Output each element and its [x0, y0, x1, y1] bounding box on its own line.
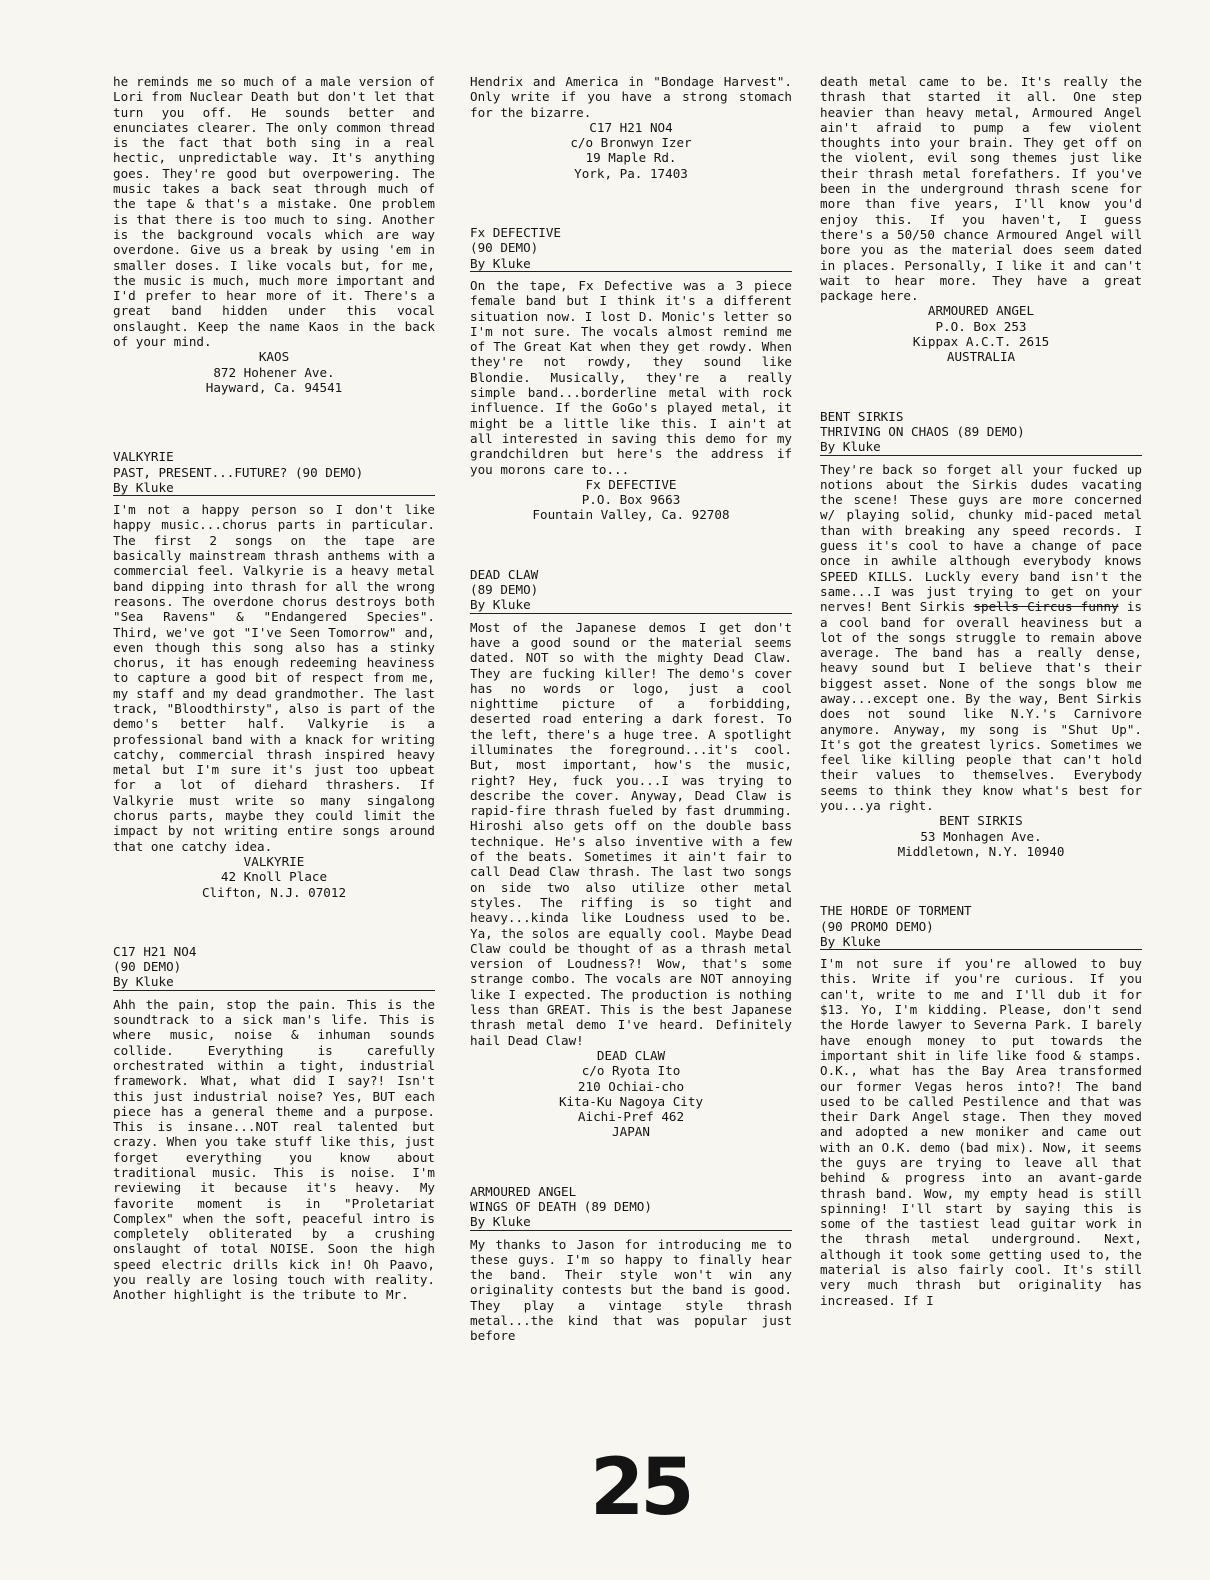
- review-heading: [113, 944, 435, 991]
- address-line: Fx DEFECTIVE: [585, 476, 677, 492]
- reviewer-byline: By Kluke: [470, 597, 531, 613]
- review-heading: [470, 567, 792, 614]
- address-line: 19 Maple Rd.: [585, 150, 677, 166]
- review-paragraph: Ahh the pain, stop the pain. This is the soundtrack to a sick man's life. This is where music, noise & inhuman sounds collide. Everything is carefully orchestrated within a tight, industrial framework. What, what did I say?! Isn't this just industrial noise? Yes, BUT each piece has a general theme and a purpose. This is insane...NOT real talented but crazy. When you take stuff like this, just forget everything you know about traditional music. This is noise. I'm reviewing it because it's heavy. My favorite moment is in "Proletariat Complex" when the soft, peaceful intro is completely obliterated by a crushing onslaught of total NOISE. Soon the high speed electric drills kick in! Oh Paavo, you really are losing touch with reality. Another highlight is the tribute to Mr.: [113, 996, 435, 1303]
- review-heading: [820, 903, 1142, 950]
- heading-rule: [470, 271, 792, 272]
- reviewer-byline: By Kluke: [470, 1214, 531, 1230]
- band-address: [470, 477, 792, 523]
- address-line: Clifton, N.J. 07012: [201, 884, 347, 900]
- heading-rule: [470, 1230, 792, 1231]
- reviewer-byline: By Kluke: [820, 933, 881, 949]
- review-heading: [470, 1184, 792, 1231]
- address-line: KAOS: [258, 349, 290, 365]
- review-valkyrie: [113, 449, 435, 900]
- struck-out-text: spells Circus funny: [973, 599, 1119, 615]
- page-number: 25: [590, 1443, 691, 1533]
- address-line: Kippax A.C.T. 2615: [912, 334, 1050, 350]
- band-name: THE HORDE OF TORMENT: [820, 903, 972, 919]
- band-name: C17 H21 NO4: [113, 943, 197, 959]
- column-3: [820, 74, 1142, 1308]
- address-line: Hayward, Ca. 94541: [205, 379, 343, 395]
- column-2: [470, 74, 792, 1344]
- heading-rule: [470, 613, 792, 614]
- review-kaos-continued: [113, 74, 435, 395]
- heading-rule: [820, 949, 1142, 950]
- address-line: P.O. Box 9663: [581, 492, 681, 508]
- release-title: PAST, PRESENT...FUTURE? (90 DEMO): [113, 464, 364, 480]
- reviewer-byline: By Kluke: [820, 439, 881, 455]
- band-address: [470, 120, 792, 181]
- review-text: They're back so forget all your fucked up notions about the Sirkis dudes vacating the scene! These guys are more concerned w/ playing solid, chunky mid-paced metal than with breaking any speed records. I guess it's cool to have a change of pace once in awhile although everybody knows SPEED KILLS. Luckly every band isn't the same...I was just trying to get on your nerves! Bent Sirkis: [820, 461, 1142, 615]
- heading-rule: [820, 455, 1142, 456]
- release-title: (90 DEMO): [470, 240, 539, 256]
- review-paragraph: he reminds me so much of a male version of Lori from Nuclear Death but don't let that turn you off. He sounds better and enunciates clearer. The only common thread is the fact that both sing in a real hectic, unpredictable way. It's anything goes. They're good but overpowering. The music takes a back seat through much of the tape & that's a mistake. One problem is that there is too much to sing. Another is the background vocals which are way overdone. Give us a break by using 'em in smaller doses. I like vocals but, for me, the music is much, much more important and I'd prefer to hear more of it. There's a great band hidden under this vocal onslaught. Keep the name Kaos in the back of your mind.: [113, 74, 435, 350]
- review-paragraph: [820, 462, 1142, 814]
- heading-rule: [113, 495, 435, 496]
- release-title: THRIVING ON CHAOS (89 DEMO): [820, 423, 1025, 439]
- address-line: JAPAN: [612, 1124, 650, 1140]
- address-line: c/o Ryota Ito: [581, 1063, 681, 1079]
- reviewer-byline: By Kluke: [113, 479, 174, 495]
- review-heading: [113, 449, 435, 496]
- review-dead-claw: [470, 567, 792, 1140]
- address-line: P.O. Box 253: [935, 318, 1027, 334]
- release-title: (90 PROMO DEMO): [820, 918, 934, 934]
- address-line: Middletown, N.Y. 10940: [897, 843, 1065, 859]
- review-fx-defective: [470, 225, 792, 523]
- band-address: [820, 303, 1142, 364]
- address-line: York, Pa. 17403: [574, 165, 688, 181]
- address-line: Fountain Valley, Ca. 92708: [532, 507, 730, 523]
- address-line: Kita-Ku Nagoya City: [558, 1093, 704, 1109]
- release-title: (89 DEMO): [470, 582, 539, 598]
- review-paragraph: My thanks to Jason for introducing me to these guys. I'm so happy to finally hear the band. Their style won't win any originality contests but the band is good. They play a vintage style thrash metal...the kind that was popular just before: [470, 1236, 792, 1344]
- band-address: [470, 1048, 792, 1140]
- band-name: Fx DEFECTIVE: [470, 225, 561, 241]
- band-address: [113, 854, 435, 900]
- review-c17h21no4-continued: [470, 74, 792, 181]
- address-line: 872 Hohener Ave.: [213, 364, 335, 380]
- address-line: BENT SIRKIS: [939, 813, 1023, 829]
- address-line: ARMOURED ANGEL: [927, 303, 1035, 319]
- review-text: is a cool band for overall heaviness but a lot of the songs struggle to remain above average. The band has a really dense, heavy sound but I believe that's their biggest asset. None of the songs blow me away...except one. By the way, Bent Sirkis does not sound like N.Y.'s Carnivore anymore. Anyway, my song is "Shut Up". It's got the greatest lyrics. Sometimes we feel like killing people that can't hold their values to themselves. Everybody seems to think they know what's best for you...ya right.: [820, 599, 1143, 814]
- address-line: Aichi-Pref 462: [577, 1109, 685, 1125]
- address-line: 53 Monhagen Ave.: [920, 828, 1042, 844]
- address-line: 210 Ochiai-cho: [577, 1078, 685, 1094]
- address-line: DEAD CLAW: [596, 1047, 666, 1063]
- review-paragraph: On the tape, Fx Defective was a 3 piece female band but I think it's a different situation now. I lost D. Monic's letter so I'm not sure. The vocals almost remind me of The Great Kat when they get rowdy. When they're not rowdy, they sound like Blondie. Musically, they're a really simple band...borderline metal with rock influence. If the GoGo's played metal, it might be a little like this. I ain't at all interested in saving this demo for my grandchildren but here's the address if you morons care to...: [470, 277, 792, 477]
- review-paragraph: Most of the Japanese demos I get don't have a good sound or the material seems dated. NOT so with the mighty Dead Claw. They are fucking killer! The demo's cover has no words or logo, just a cool nighttime picture of a forbidding, deserted road entering a dark forest. To the left, there's a huge tree. A spotlight illuminates the foreground...it's cool. But, most important, how's the music, right? Hey, fuck you...I was trying to describe the cover. Anyway, Dead Claw is rapid-fire thrash fueled by fast drumming. Hiroshi also gets off on the double bass technique. He's also inventive with a few of the beats. Sometimes it ain't fair to call Dead Claw thrash. The last two songs on side two also utilize other metal styles. The riffing is so tight and heavy...kinda like Loudness used to be. Ya, the solos are equally cool. Maybe Dead Claw could be thought of as a thrash metal version of Loudness?! Wow, that's some strange combo. The vocals are NOT annoying like I expected. The production is nothing less than GREAT. This is the best Japanese thrash metal demo I've heard. Definitely hail Dead Claw!: [470, 619, 792, 1048]
- review-c17h21no4: [113, 944, 435, 1303]
- review-paragraph: I'm not a happy person so I don't like happy music...chorus parts in particular. The first 2 songs on the tape are basically mainstream thrash anthems with a commercial feel. Valkyrie is a heavy metal band dipping into thrash for all the wrong reasons. The overdone chorus destroys both "Sea Ravens" & "Endangered Species". Third, we've got "I've Seen Tomorrow" and, even though this song also has a stinky chorus, it has enough redeeming heaviness to capture a good bit of respect from me, my staff and my dead grandmother. The last track, "Bloodthirsty", also is part of the demo's better half. Valkyrie is a professional band with a knack for writing catchy, commercial thrash inspired heavy metal but I'm sure it's just too upbeat for a lot of diehard thrashers. If Valkyrie must write so many singalong chorus parts, maybe they could limit the impact by not writing entire songs around that one catchy idea.: [113, 502, 435, 854]
- review-heading: [820, 409, 1142, 456]
- address-line: 42 Knoll Place: [220, 869, 328, 885]
- review-heading: [470, 225, 792, 272]
- heading-rule: [113, 990, 435, 991]
- review-armoured-angel-continued: [820, 74, 1142, 365]
- reviewer-byline: By Kluke: [113, 974, 174, 990]
- band-name: DEAD CLAW: [470, 566, 539, 582]
- address-line: c/o Bronwyn Izer: [570, 135, 692, 151]
- release-title: (90 DEMO): [113, 959, 182, 975]
- address-line: C17 H21 NO4: [589, 119, 673, 135]
- band-name: VALKYRIE: [113, 449, 174, 465]
- release-title: WINGS OF DEATH (89 DEMO): [470, 1199, 652, 1214]
- band-name: BENT SIRKIS: [820, 408, 904, 424]
- review-paragraph: Hendrix and America in "Bondage Harvest". Only write if you have a strong stomach for the bizarre.: [470, 74, 792, 120]
- review-horde-of-torment: [820, 903, 1142, 1308]
- review-paragraph: death metal came to be. It's really the thrash that started it all. One step heavier than heavy metal, Armoured Angel ain't afraid to pump a few violent thoughts into your brain. They get off on the violent, evil song themes just like their thrash metal forefathers. If you've been in the underground thrash scene for more than five years, I'll know you'd enjoy this. If you haven't, I guess there's a 50/50 chance Armoured Angel will bore you as the material does seem dated in places. Personally, I like it and can't wait to hear more. They have a great package here.: [820, 74, 1142, 304]
- reviewer-byline: By Kluke: [470, 255, 531, 271]
- address-line: VALKYRIE: [243, 853, 305, 869]
- review-paragraph: I'm not sure if you're allowed to buy this. Write if you're curious. If you can't, write to me and I'll dub it for $13. Yo, I'm kidding. Please, don't send the Horde lawyer to Severna Park. I barely have enough money to put towards the important shit in life like food & stamps. O.K., what has the Bay Area transformed our former Vegas heros into?! The band used to be called Pestilence and that was their Dark Angel stage. Then they moved and adopted a new moniker and came out with an O.K. demo (bad mix). Now, it seems the guys are trying to leave all that behind & progress into an avant-garde thrash band. Wow, my empty head is still spinning! I'll start by saying this is some of the tastiest lead guitar work in the thrash metal underground. Next, although it took some getting used to, the material is also fairly cool. It's still very much thrash but originality has increased. If I: [820, 956, 1142, 1308]
- address-line: AUSTRALIA: [946, 349, 1016, 365]
- band-address: [113, 349, 435, 395]
- band-name: ARMOURED ANGEL: [470, 1183, 577, 1199]
- band-address: [820, 813, 1142, 859]
- review-bent-sirkis: [820, 409, 1142, 860]
- column-1: [113, 74, 435, 1303]
- review-armoured-angel: [470, 1184, 792, 1344]
